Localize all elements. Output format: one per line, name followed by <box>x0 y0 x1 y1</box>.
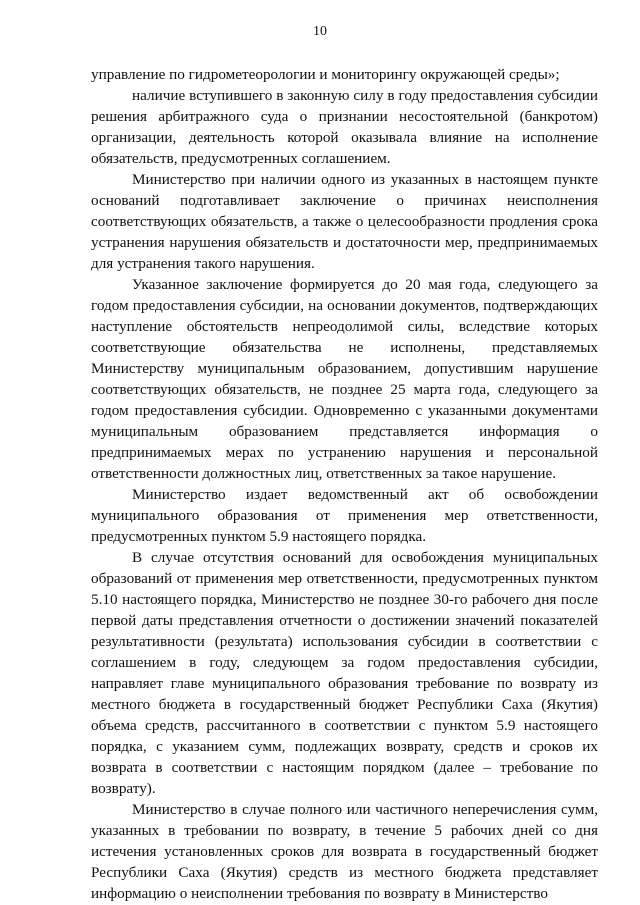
paragraph-5: Министерство издает ведомственный акт об освобождении муниципального образования от применения мер ответственности, предусмотренных пунктом 5.9 настоящего порядка. <box>91 486 598 545</box>
paragraph-1: управление по гидрометеорологии и мониторингу окружающей среды»; <box>91 66 560 83</box>
page-number: 10 <box>313 24 327 39</box>
paragraph-3: Министерство при наличии одного из указанных в настоящем пункте оснований подготавливает заключение о причинах неисполнения соответствующих обязательств, а также о целесообразности продления срока устранения нарушения обязательств и достаточности мер, предпринимаемых для устранения такого нарушения. <box>91 171 598 272</box>
paragraph-4: Указанное заключение формируется до 20 мая года, следующего за годом предоставления субсидии, на основании документов, подтверждающих наступление обстоятельств непреодолимой силы, вследствие которых соответствующие обязательства не исполнены, представляемых Министерству муниципальным образованием, допустившим нарушение соответствующих обязательств, не позднее 25 марта года, следующего за годом предоставления субсидии. Одновременно с указанными документами муниципальным образованием представляется информация о предпринимаемых мерах по устранению нарушения и персональной ответственности должностных лиц, ответственных за такое нарушение. <box>91 276 598 482</box>
paragraph-7: Министерство в случае полного или частичного неперечисления сумм, указанных в требовании по возврату, в течение 5 рабочих дней со дня истечения установленных сроков для возврата в государственный бюджет Республики Саха (Якутия) средств из местного бюджета представляет информацию о неисполнении требования по возврату в Министерство <box>91 801 598 902</box>
body-text <box>91 64 598 904</box>
paragraph-2: наличие вступившего в законную силу в году предоставления субсидии решения арбитражного суда о признании несостоятельной (банкротом) организации, деятельность которой оказывала влияние на исполнение обязательств, предусмотренных соглашением. <box>91 87 598 167</box>
paragraph-6: В случае отсутствия оснований для освобождения муниципальных образований от применения мер ответственности, предусмотренных пунктом 5.10 настоящего порядка, Министерство не позднее 30-го рабочего дня после первой даты представления отчетности о достижении значений показателей результативности (результата) использования субсидии в соответствии с соглашением в году, следующем за годом предоставления субсидии, направляет главе муниципального образования требование по возврату из местного бюджета в государственный бюджет Республики Саха (Якутия) объема средств, рассчитанного в соответствии с пунктом 5.9 настоящего порядка, с указанием сумм, подлежащих возврату, средств и сроков их возврата в соответствии с настоящим порядком (далее – требование по возврату). <box>91 549 598 797</box>
